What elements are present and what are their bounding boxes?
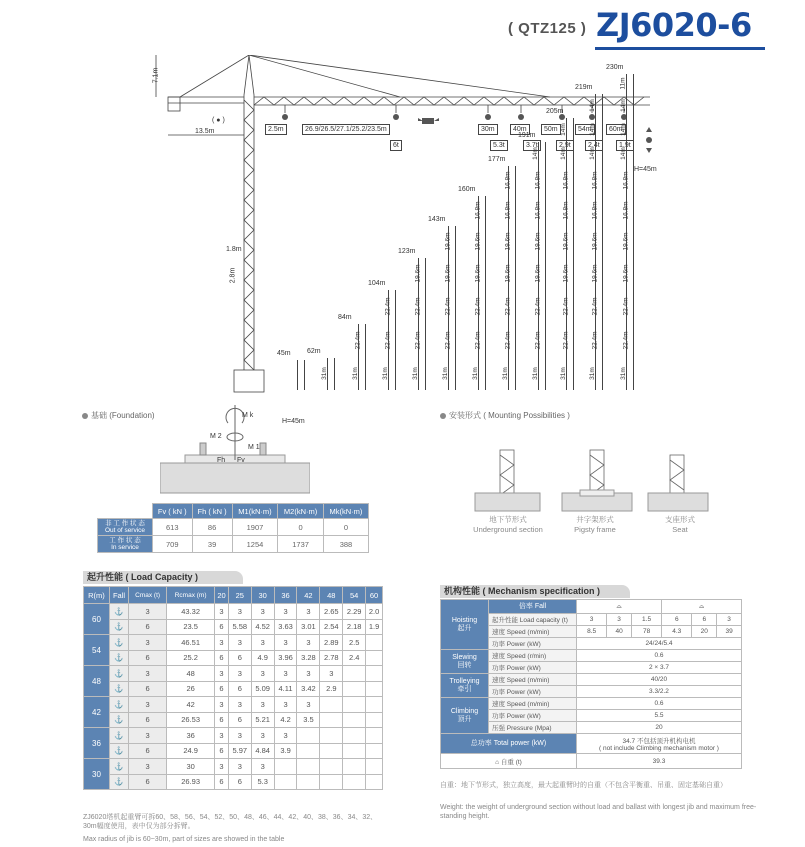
jib-label-radius: 54m <box>575 124 595 135</box>
col-header: Cmax (t) <box>129 587 167 604</box>
radius-cell: 30 <box>84 759 110 790</box>
segment-label: 22.4m <box>591 331 599 350</box>
load-cell: 3 <box>297 635 320 651</box>
load-cell: 3 <box>274 604 297 620</box>
segment-label: 22.4m <box>622 297 630 316</box>
load-cell: 6 <box>215 743 229 759</box>
load-cell: 2.29 <box>343 604 366 620</box>
load-cell: 3 <box>129 666 167 682</box>
segment-label: 22.4m <box>474 297 482 316</box>
hook-icon: ⚓ <box>109 743 128 759</box>
load-cell: 3 <box>129 635 167 651</box>
segment-label: 31m <box>351 367 359 380</box>
load-cell <box>320 712 343 728</box>
col-header: Fh ( kN ) <box>192 504 232 519</box>
load-cell: 5.58 <box>228 619 251 635</box>
segment-label: 31m <box>588 367 596 380</box>
load-cell: 2.18 <box>343 619 366 635</box>
load-cell: 2.54 <box>320 619 343 635</box>
load-cell <box>366 774 383 790</box>
load-cell: 3.5 <box>297 712 320 728</box>
segment-label: 19.6m <box>622 264 630 283</box>
load-cell: 3.96 <box>274 650 297 666</box>
hook-icon: ⚓ <box>109 728 128 744</box>
segment-label: 22.4m <box>504 297 512 316</box>
load-cell <box>366 650 383 666</box>
load-cell: 24.9 <box>167 743 215 759</box>
segment-label: 22.4m <box>354 331 362 350</box>
hook-4fall-icon: ⌓ <box>699 602 705 610</box>
fnd-fv: Fv <box>237 457 245 464</box>
load-cell <box>320 697 343 713</box>
col-header: 42 <box>297 587 320 604</box>
bar-height-label: 191m <box>518 132 536 139</box>
col-header: R(m) <box>84 587 110 604</box>
segment-label: 22.4m <box>474 331 482 350</box>
load-cell: 3 <box>129 697 167 713</box>
segment-label: 19.6m <box>591 232 599 251</box>
segment-label: 14m <box>531 147 539 160</box>
mech-table: Hoisting 起升 倍率 Fall ⌓ ⌓ 起升性能 Load capacity (t) 3 3 1.5 6 6 3 速度 Speed (m/min) 8.5 40 78 4.3 20 39 功率 Power (kW) 24/24/5.4 Slewing 回转 速度 Speed (r/min) 0.6 功率 Power (kW) 2 × 3.7 Trolleying 牵引 速度 Speed (m/min) 40/20 功率 Power (kW) 3.3/2.2 Climbing 顶升 速度 Speed (m/min) 0.6 功率 Power (kW) 5.5 压强 Pressure (Mpa) 20 总功率 Total power (kW) 34.7 不包括顶升机构电机 ( not include Climbing mechanism motor ) ⌂ 自重 (t) 39.3 <box>440 599 742 769</box>
load-cell: 3 <box>297 604 320 620</box>
load-cell <box>343 681 366 697</box>
segment-label: 19.6m <box>591 264 599 283</box>
load-cell <box>343 759 366 775</box>
load-cell <box>320 728 343 744</box>
load-cell <box>343 697 366 713</box>
segment-label: 16.8m <box>591 171 599 190</box>
foundation-title: 基础 (Foundation) <box>82 410 155 421</box>
segment-label: 14m <box>588 123 596 136</box>
dim-counter-jib: 13.5m <box>195 128 215 135</box>
col-header: M2(kN·m) <box>278 504 324 519</box>
jib-label-weight: 5.3t <box>490 140 508 151</box>
model-title: ZJ6020-6 <box>596 6 752 44</box>
segment-label: 31m <box>471 367 479 380</box>
col-header: M1(kN·m) <box>232 504 278 519</box>
load-cell: 3 <box>215 697 229 713</box>
segment-label: 22.4m <box>562 297 570 316</box>
hook-icon: ⚓ <box>109 619 128 635</box>
load-cell: 3 <box>274 635 297 651</box>
load-cell <box>343 666 366 682</box>
model-subtitle: ( QTZ125 ) <box>508 20 587 37</box>
segment-label: 19.6m <box>504 232 512 251</box>
jib-label-radius: 30m <box>478 124 498 135</box>
segment-label: 22.4m <box>444 297 452 316</box>
load-cell: 5.97 <box>228 743 251 759</box>
load-cell <box>366 712 383 728</box>
segment-label: 14m <box>588 99 596 112</box>
load-cell: 6 <box>215 681 229 697</box>
segment-label: 14m <box>619 147 627 160</box>
load-cell: 3 <box>251 759 274 775</box>
bar-height-label: 143m <box>428 216 446 223</box>
hook-icon: ⚓ <box>109 635 128 651</box>
load-cell <box>366 728 383 744</box>
jib-label-weight: 2.9t <box>556 140 574 151</box>
load-cell: 6 <box>215 650 229 666</box>
load-cell: 3 <box>228 635 251 651</box>
segment-label: 14m <box>559 147 567 160</box>
load-cell: 3 <box>215 635 229 651</box>
hook-icon: ⚓ <box>109 697 128 713</box>
segment-label: 19.6m <box>444 264 452 283</box>
load-cell <box>366 681 383 697</box>
bar-height-label: 219m <box>575 84 593 91</box>
hook-icon: ⚓ <box>109 650 128 666</box>
load-cell <box>366 697 383 713</box>
load-cell <box>320 759 343 775</box>
segment-label: 14m <box>588 147 596 160</box>
load-cell <box>366 759 383 775</box>
dim-h: H=45m <box>634 166 657 173</box>
load-cell: 3 <box>274 728 297 744</box>
fnd-mk: M k <box>242 412 254 419</box>
load-cell: 3 <box>297 697 320 713</box>
mount-pigsty: 井字架形式 Pigsty frame <box>574 515 616 534</box>
load-cell: 6 <box>129 650 167 666</box>
segment-label: 19.6m <box>444 232 452 251</box>
jib-label-weight: 6t <box>390 140 402 151</box>
col-header: 30 <box>251 587 274 604</box>
load-cell <box>366 743 383 759</box>
segment-label: 19.6m <box>562 232 570 251</box>
bar-height-label: 45m <box>277 350 291 357</box>
load-cell: 4.11 <box>274 681 297 697</box>
radius-cell: 60 <box>84 604 110 635</box>
load-cell <box>320 743 343 759</box>
col-header: 48 <box>320 587 343 604</box>
load-cell: 25.2 <box>167 650 215 666</box>
segment-label: 31m <box>381 367 389 380</box>
dim-mast-b: 2.8m <box>229 267 237 284</box>
segment-label: 22.4m <box>622 331 630 350</box>
radius-cell: 48 <box>84 666 110 697</box>
load-cell: 3.63 <box>274 619 297 635</box>
jib-label-radius: 60m <box>606 124 626 135</box>
load-cell <box>297 728 320 744</box>
segment-label: 22.4m <box>562 331 570 350</box>
load-title: 起升性能 ( Load Capacity ) <box>83 571 243 584</box>
col-header: Fall <box>109 587 128 604</box>
segment-label: 19.6m <box>504 264 512 283</box>
segment-label: 22.4m <box>591 297 599 316</box>
mounting-title: 安装形式 ( Mounting Possibilities ) <box>440 410 570 421</box>
load-cell: 23.5 <box>167 619 215 635</box>
jib-label-radius: 40m <box>510 124 530 135</box>
load-cell: 3 <box>251 728 274 744</box>
segment-label: 31m <box>619 367 627 380</box>
load-cell: 3.01 <box>297 619 320 635</box>
segment-label: 16.8m <box>562 201 570 220</box>
load-note-cn: ZJ6020塔机起重臂可拆60、58、56、54、52、50、48、46、44、42、40、38、36、34、32、30m幅度使用，表中仅为部分拆臂。 <box>83 814 378 830</box>
segment-label: 16.8m <box>562 171 570 190</box>
load-cell: 3 <box>228 604 251 620</box>
load-cell <box>274 774 297 790</box>
radius-cell: 36 <box>84 728 110 759</box>
load-cell: 3 <box>129 604 167 620</box>
row-header: 非 工 作 状 态 Out of service <box>98 519 153 536</box>
fnd-m2: M 2 <box>210 433 222 440</box>
load-cell: 3 <box>228 759 251 775</box>
height-bar <box>297 360 305 390</box>
segment-label: 22.4m <box>444 331 452 350</box>
load-cell <box>343 774 366 790</box>
hook-icon: ⚓ <box>109 774 128 790</box>
load-cell: 6 <box>129 712 167 728</box>
jib-label-weight: 2.4t <box>585 140 603 151</box>
jib-label-weight: 1.9t <box>616 140 634 151</box>
load-cell: 2.89 <box>320 635 343 651</box>
segment-label: 19.6m <box>474 264 482 283</box>
bar-height-label: 205m <box>546 108 564 115</box>
load-cell: 5.21 <box>251 712 274 728</box>
segment-label: 22.4m <box>384 331 392 350</box>
segment-label: 22.4m <box>414 331 422 350</box>
weight-icon: ⌂ <box>495 758 501 766</box>
load-note-en: Max radius of jib is 60~30m, part of sizes are showed in the table <box>83 836 285 843</box>
col-header: Fv ( kN ) <box>153 504 193 519</box>
load-cell: 3.9 <box>274 743 297 759</box>
mech-note-cn: 自重：地下节形式，独立高度，最大起重臂时的自重（不包含平衡重、吊重、固定基础自重） <box>440 782 727 789</box>
segment-label: 19.6m <box>474 232 482 251</box>
jib-label-radius: 50m <box>541 124 561 135</box>
segment-label: 16.8m <box>622 201 630 220</box>
load-cell: 5.09 <box>251 681 274 697</box>
bar-height-label: 230m <box>606 64 624 71</box>
hook-icon: ⚓ <box>109 712 128 728</box>
fnd-h: H=45m <box>282 418 305 425</box>
segment-label: 31m <box>559 367 567 380</box>
mount-seat: 支座形式 Seat <box>665 515 695 534</box>
load-cell: 6 <box>228 774 251 790</box>
load-cell: 5.3 <box>251 774 274 790</box>
mount-underground: 地下节形式 Underground section <box>473 515 543 534</box>
load-cell: 3.28 <box>297 650 320 666</box>
load-cell <box>343 743 366 759</box>
load-cell: 6 <box>129 619 167 635</box>
load-cell: 2.5 <box>343 635 366 651</box>
segment-label: 16.8m <box>534 171 542 190</box>
load-cell: 4.52 <box>251 619 274 635</box>
col-header: Mk(kN·m) <box>323 504 368 519</box>
bullet-icon <box>440 413 446 419</box>
load-cell: 6 <box>215 712 229 728</box>
segment-label: 14m <box>619 99 627 112</box>
col-header: 20 <box>215 587 229 604</box>
load-cell <box>297 759 320 775</box>
load-cell: 4.2 <box>274 712 297 728</box>
col-header: Rcmax (m) <box>167 587 215 604</box>
bar-height-label: 62m <box>307 348 321 355</box>
load-cell: 4.9 <box>251 650 274 666</box>
load-table <box>83 586 383 790</box>
load-cell: 3 <box>215 666 229 682</box>
load-cell: 3 <box>320 666 343 682</box>
load-cell: 2.65 <box>320 604 343 620</box>
load-cell: 6 <box>129 743 167 759</box>
load-cell: 3 <box>228 728 251 744</box>
bar-height-label: 104m <box>368 280 386 287</box>
load-cell: 3 <box>274 697 297 713</box>
load-cell: 3 <box>251 604 274 620</box>
load-cell: 1.9 <box>366 619 383 635</box>
load-cell: 6 <box>129 681 167 697</box>
counter-weight-icon: ( ● ) <box>212 117 225 124</box>
hook-2fall-icon: ⌓ <box>616 602 622 610</box>
segment-label: 19.6m <box>534 264 542 283</box>
fnd-m1: M 1 <box>248 444 260 451</box>
hook-icon: ⚓ <box>109 681 128 697</box>
segment-label: 14m <box>619 123 627 136</box>
segment-label: 22.4m <box>534 297 542 316</box>
mech-title: 机构性能 ( Mechanism specification ) <box>440 585 630 598</box>
load-cell: 3 <box>251 635 274 651</box>
bar-height-label: 160m <box>458 186 476 193</box>
load-cell: 6 <box>228 650 251 666</box>
load-cell: 3 <box>129 759 167 775</box>
hook-icon: ⚓ <box>109 604 128 620</box>
hook-icon: ⚓ <box>109 666 128 682</box>
load-cell: 26.53 <box>167 712 215 728</box>
col-header: 60 <box>366 587 383 604</box>
load-cell: 43.32 <box>167 604 215 620</box>
bar-height-label: 84m <box>338 314 352 321</box>
col-header: 54 <box>343 587 366 604</box>
segment-label: 16.8m <box>504 201 512 220</box>
load-cell: 3 <box>215 759 229 775</box>
bar-height-label: 177m <box>488 156 506 163</box>
segment-label: 16.8m <box>534 201 542 220</box>
segment-label: 22.4m <box>414 297 422 316</box>
load-cell: 6 <box>228 681 251 697</box>
load-cell: 3 <box>251 697 274 713</box>
segment-label: 22.4m <box>504 331 512 350</box>
segment-label: 31m <box>501 367 509 380</box>
segment-label: 16.8m <box>622 171 630 190</box>
height-bar <box>327 358 335 390</box>
segment-label: 31m <box>411 367 419 380</box>
load-cell: 3 <box>215 728 229 744</box>
load-cell: 3 <box>129 728 167 744</box>
load-cell: 30 <box>167 759 215 775</box>
mech-note-en: Weight: the weight of underground section without load and ballast with longest jib and maximum free-standing height. <box>440 804 757 820</box>
dim-mast-a: 1.8m <box>226 246 242 253</box>
segment-label: 19.6m <box>414 264 422 283</box>
col-header: 36 <box>274 587 297 604</box>
radius-cell: 54 <box>84 635 110 666</box>
load-cell: 2.9 <box>320 681 343 697</box>
load-cell: 3 <box>251 666 274 682</box>
segment-label: 22.4m <box>384 297 392 316</box>
load-cell <box>297 743 320 759</box>
load-cell <box>366 666 383 682</box>
load-cell: 4.84 <box>251 743 274 759</box>
segment-label: 22.4m <box>534 331 542 350</box>
load-cell: 6 <box>228 712 251 728</box>
load-cell: 3 <box>297 666 320 682</box>
hook-icon: ⚓ <box>109 759 128 775</box>
load-cell: 2.78 <box>320 650 343 666</box>
load-cell: 3 <box>215 604 229 620</box>
segment-label: 16.8m <box>504 171 512 190</box>
load-cell <box>366 635 383 651</box>
load-cell: 3 <box>228 697 251 713</box>
bullet-icon <box>82 413 88 419</box>
bar-height-label: 123m <box>398 248 416 255</box>
hoisting-label: Hoisting 起升 <box>441 600 489 650</box>
load-cell: 42 <box>167 697 215 713</box>
load-cell <box>343 712 366 728</box>
dim-top: 7.1m <box>152 67 160 84</box>
segment-label: 16.8m <box>591 201 599 220</box>
radius-cell: 42 <box>84 697 110 728</box>
load-cell: 36 <box>167 728 215 744</box>
col-header: 25 <box>228 587 251 604</box>
load-cell: 6 <box>129 774 167 790</box>
load-cell: 26.93 <box>167 774 215 790</box>
jib-label-weight: 3.7t <box>523 140 541 151</box>
load-cell: 3 <box>274 666 297 682</box>
segment-label: 31m <box>441 367 449 380</box>
segment-label: 19.6m <box>562 264 570 283</box>
height-bar <box>478 196 486 390</box>
load-cell: 6 <box>215 774 229 790</box>
row-header: 工 作 状 态 In service <box>98 536 153 553</box>
segment-label: 31m <box>531 367 539 380</box>
load-cell <box>343 728 366 744</box>
load-cell <box>297 774 320 790</box>
height-bars <box>0 0 805 400</box>
load-cell: 2.4 <box>343 650 366 666</box>
foundation-table: Fv ( kN ) Fh ( kN ) M1(kN·m) M2(kN·m) Mk(kN·m) 非 工 作 状 态 Out of service 613 86 1907 0 0 工 作 状 态 In service 709 39 1254 1737 388 <box>97 503 369 553</box>
load-cell: 26 <box>167 681 215 697</box>
load-cell: 3.42 <box>297 681 320 697</box>
load-cell <box>274 759 297 775</box>
jib-label-radius: 2.5m <box>265 124 287 135</box>
mounting-drawings <box>470 445 720 515</box>
segment-label: 19.6m <box>534 232 542 251</box>
load-cell <box>320 774 343 790</box>
fnd-fh: Fh <box>217 457 226 464</box>
load-cell: 3 <box>228 666 251 682</box>
load-cell: 46.51 <box>167 635 215 651</box>
load-cell: 48 <box>167 666 215 682</box>
load-cell: 6 <box>215 619 229 635</box>
load-cell: 2.0 <box>366 604 383 620</box>
segment-label: 19.6m <box>622 232 630 251</box>
segment-label: 16.8m <box>474 201 482 220</box>
segment-label: 11m <box>619 77 627 90</box>
segment-label: 14m <box>559 123 567 136</box>
jib-label-radius: 26.9/26.5/27.1/25.2/23.5m <box>302 124 390 135</box>
segment-label: 31m <box>320 367 328 380</box>
